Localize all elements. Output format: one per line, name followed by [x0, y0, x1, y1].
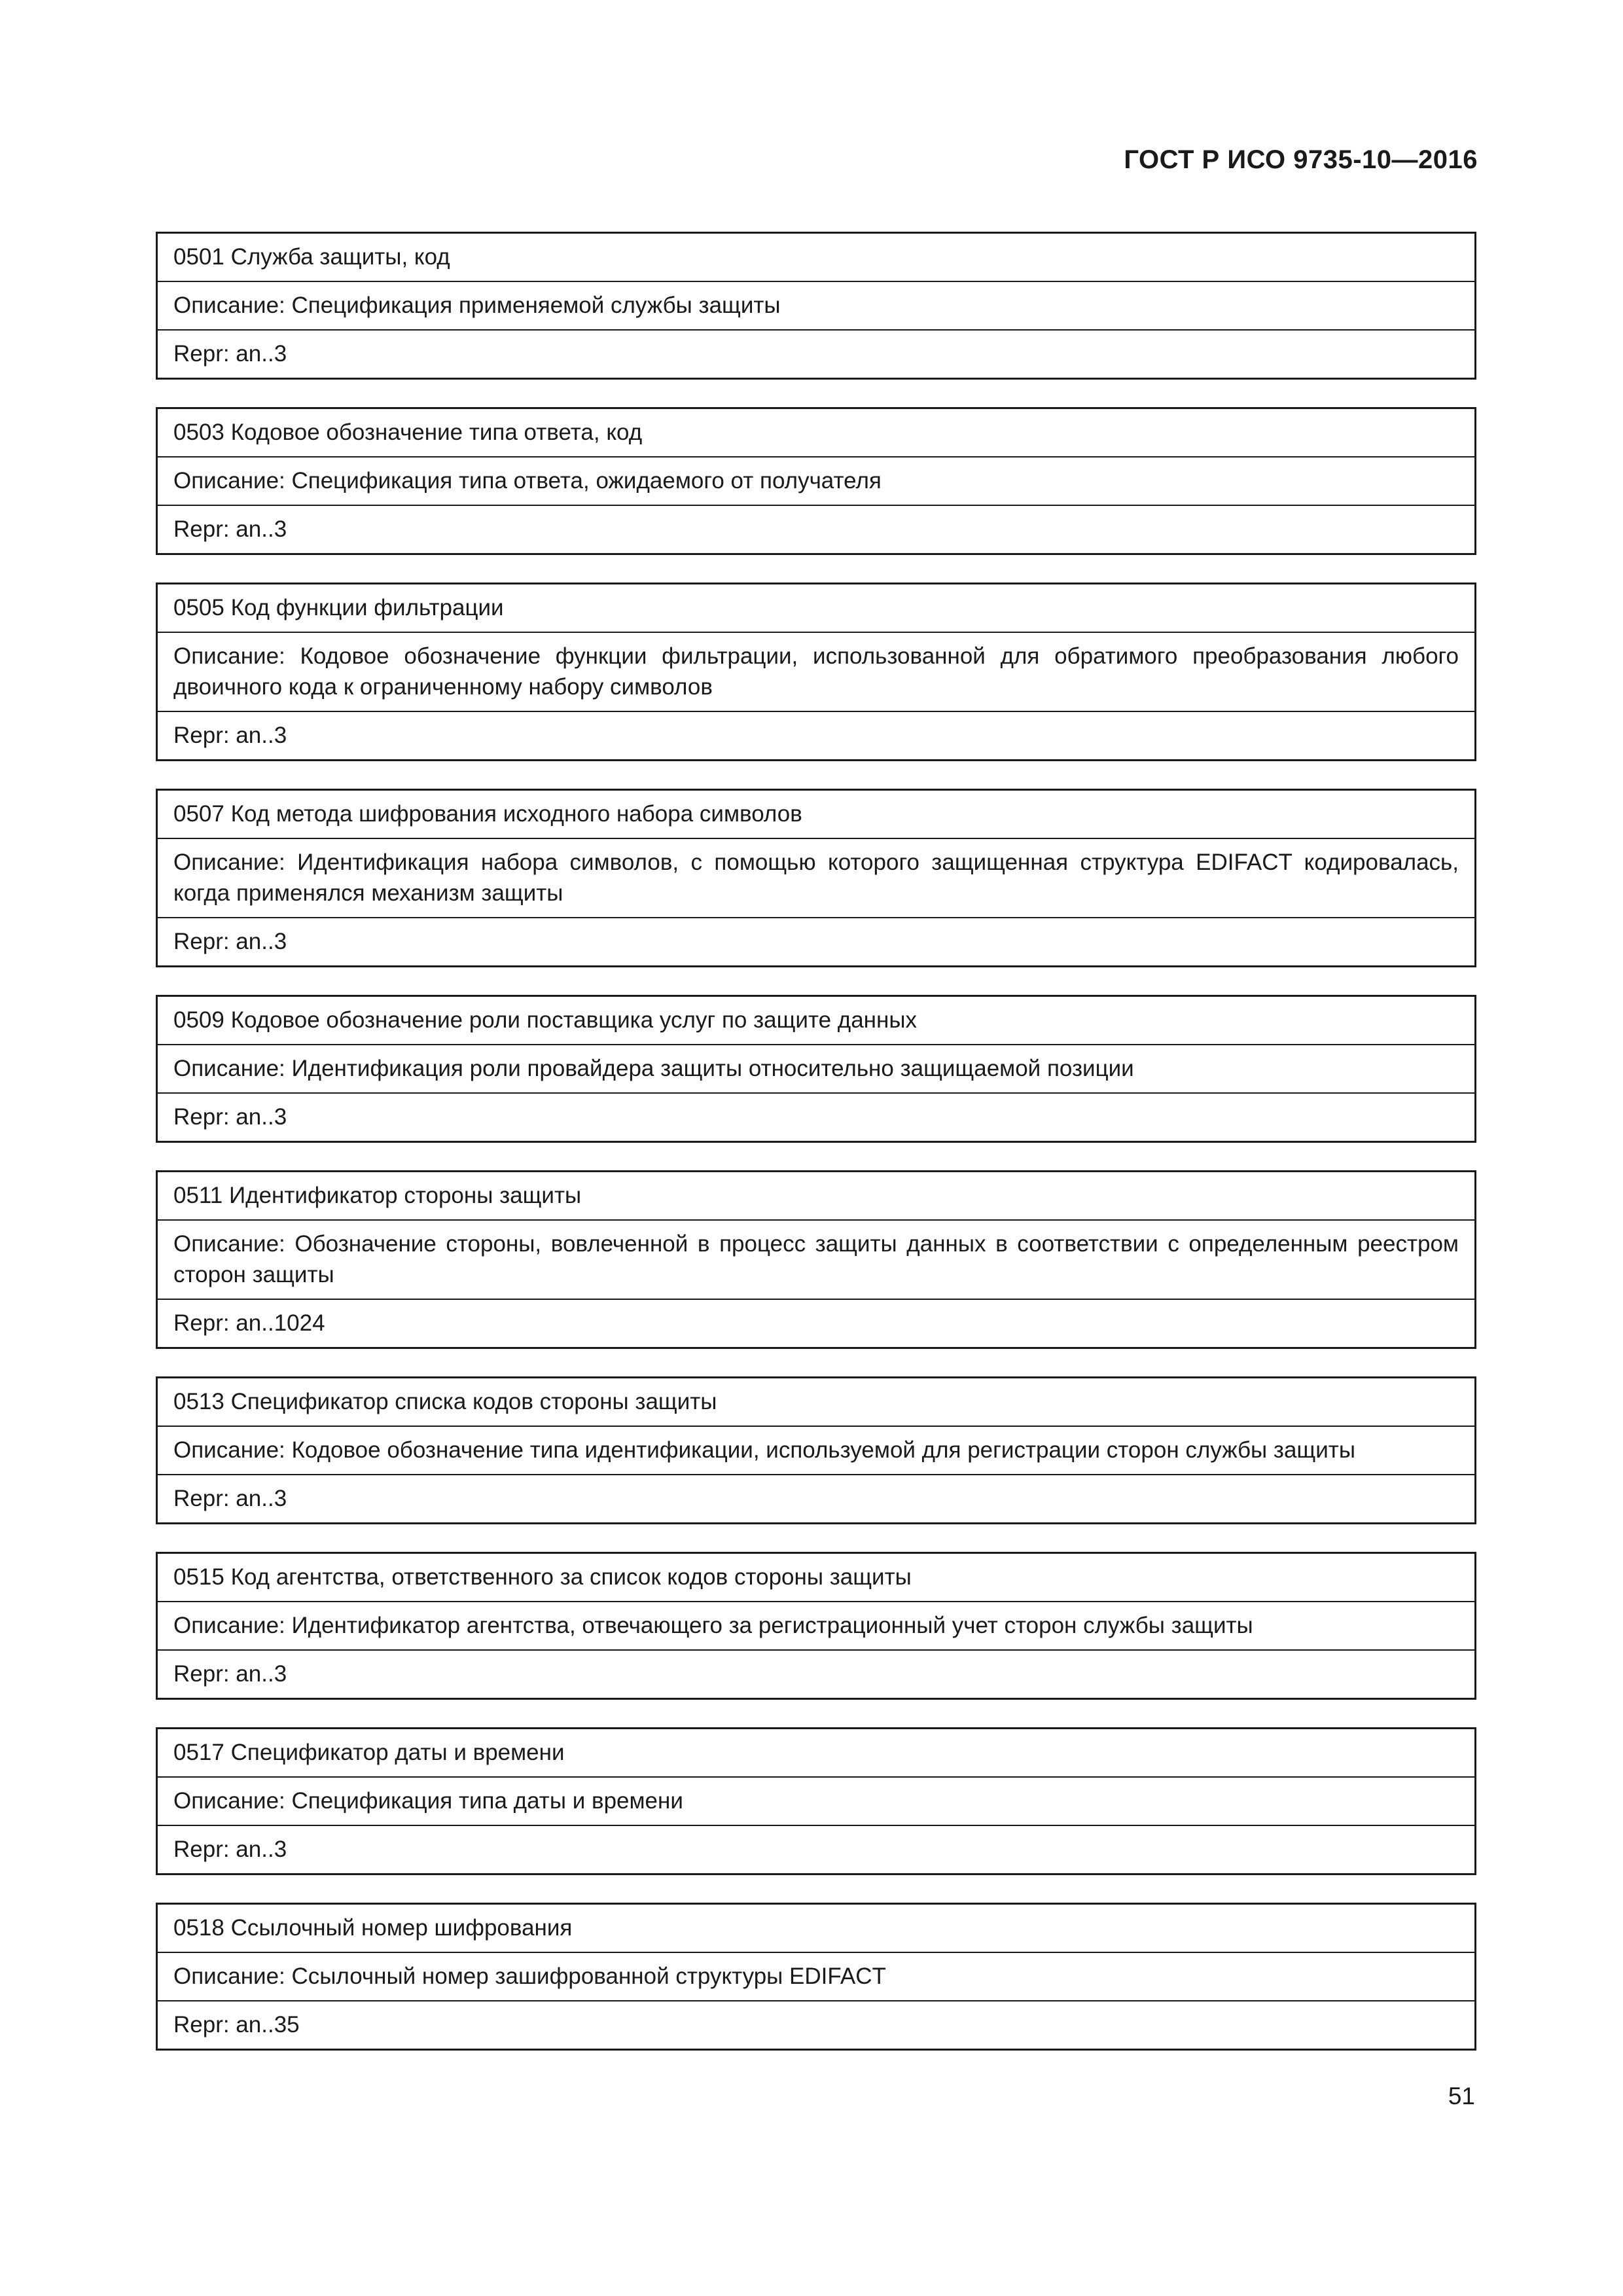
element-description: Описание: Идентификация роли провайдера защиты относительно защищаемой позиции [158, 1044, 1474, 1092]
element-description: Описание: Ссылочный номер зашифрованной структуры EDIFACT [158, 1952, 1474, 2000]
element-title: 0509 Кодовое обозначение роли поставщика услуг по защите данных [173, 1007, 917, 1033]
data-element-0505 [156, 583, 1476, 761]
element-description: Описание: Спецификация применяемой службы защиты [158, 281, 1474, 329]
element-description: Описание: Кодовое обозначение типа идентификации, используемой для регистрации сторон службы защиты [158, 1426, 1474, 1474]
element-repr: Repr: an..3 [158, 711, 1474, 759]
element-repr: Repr: an..3 [158, 1825, 1474, 1873]
element-description: Описание: Кодовое обозначение функции фильтрации, использованной для обратимого преобразования любого двоичного кода к ограниченному набору символов [158, 632, 1474, 711]
element-description: Описание: Идентификация набора символов, с помощью которого защищенная структура EDIFACT кодировалась, когда применялся механизм защиты [158, 838, 1474, 917]
element-title: 0507 Код метода шифрования исходного набора символов [173, 801, 802, 827]
element-repr: Repr: an..3 [158, 329, 1474, 378]
data-element-0518 [156, 1903, 1476, 2051]
element-repr: Repr: an..3 [158, 1474, 1474, 1522]
element-title: 0515 Код агентства, ответственного за список кодов стороны защиты [173, 1564, 912, 1590]
data-element-0515 [156, 1552, 1476, 1700]
element-title: 0518 Ссылочный номер шифрования [173, 1915, 573, 1941]
data-element-0503 [156, 407, 1476, 555]
element-title: 0505 Код функции фильтрации [173, 595, 504, 620]
element-description: Описание: Обозначение стороны, вовлеченной в процесс защиты данных в соответствии с определенным реестром сторон защиты [158, 1219, 1474, 1299]
element-repr: Repr: an..1024 [158, 1299, 1474, 1347]
data-element-0507 [156, 789, 1476, 967]
element-title: 0501 Служба защиты, код [173, 244, 450, 270]
element-description: Описание: Идентификатор агентства, отвечающего за регистрационный учет сторон службы защиты [158, 1601, 1474, 1649]
element-description: Описание: Спецификация типа даты и времени [158, 1776, 1474, 1825]
data-element-0517 [156, 1727, 1476, 1875]
element-repr: Repr: an..3 [158, 917, 1474, 965]
data-element-0501 [156, 232, 1476, 380]
element-repr: Repr: an..3 [158, 1092, 1474, 1141]
data-element-0511 [156, 1170, 1476, 1349]
page-number: 51 [1448, 2083, 1475, 2109]
data-element-0513 [156, 1376, 1476, 1524]
data-element-list [156, 232, 1476, 2078]
element-repr: Repr: an..35 [158, 2000, 1474, 2049]
data-element-0509 [156, 995, 1476, 1143]
element-repr: Repr: an..3 [158, 505, 1474, 553]
element-title: 0503 Кодовое обозначение типа ответа, код [173, 420, 643, 445]
element-title: 0517 Спецификатор даты и времени [173, 1740, 565, 1765]
element-repr: Repr: an..3 [158, 1649, 1474, 1698]
element-title: 0513 Спецификатор списка кодов стороны защиты [173, 1389, 717, 1414]
document-standard-header: ГОСТ Р ИСО 9735-10—2016 [1124, 145, 1478, 174]
element-description: Описание: Спецификация типа ответа, ожидаемого от получателя [158, 456, 1474, 505]
element-title: 0511 Идентификатор стороны защиты [173, 1183, 582, 1208]
